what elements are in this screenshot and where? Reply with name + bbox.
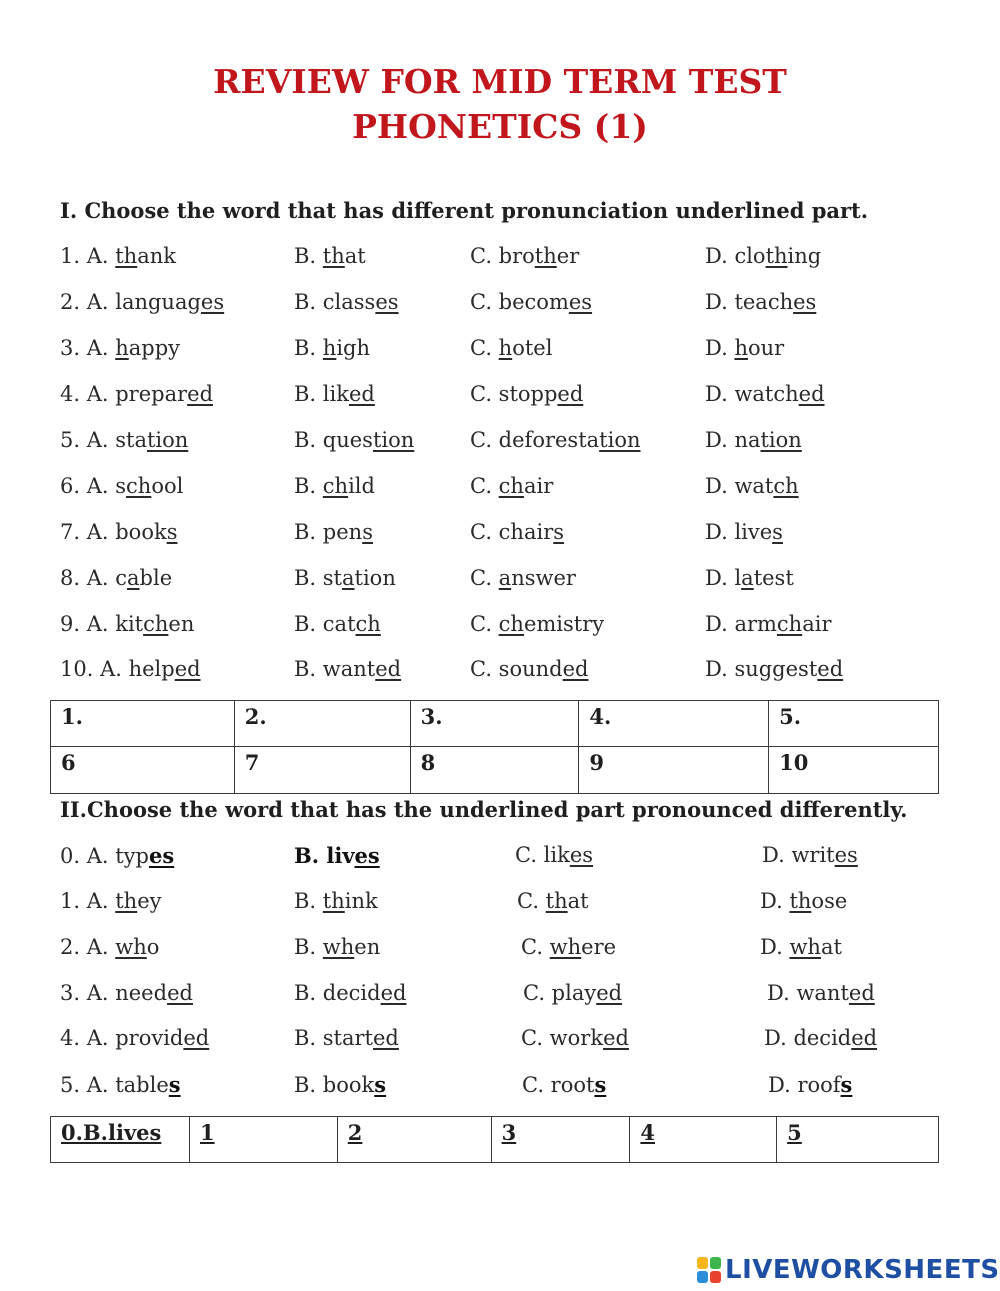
option-text: D. [705,336,735,360]
option-text: D. [760,935,790,959]
answer-option[interactable] [705,244,821,268]
underlined-sound: a [127,566,140,590]
underlined-sound: a [741,566,754,590]
answer-option[interactable] [294,428,414,452]
answer-option[interactable] [764,1026,877,1050]
logo-text: LIVEWORKSHEETS [725,1255,1000,1285]
option-text: C. play [523,981,597,1005]
underlined-sound: es [569,843,594,867]
option-text: 2. A. [60,935,116,959]
option-text: C. root [522,1073,595,1097]
option-text: B. st [294,566,342,590]
answer-option[interactable] [294,566,396,590]
underlined-sound: s [362,520,373,544]
answer-option[interactable] [60,1072,181,1097]
option-text: C. stopp [470,382,558,406]
option-text-end: tion [354,566,396,590]
underlined-sound: ed [817,657,844,681]
answer-option[interactable] [294,1026,399,1050]
option-text: D. suggest [705,657,818,681]
option-text: B. want [294,657,376,681]
underlined-sound: ch [322,474,349,498]
underlined-sound: tion [372,428,415,452]
option-text-end: test [753,566,794,590]
option-text: C. chair [470,520,554,544]
option-text: D. na [705,428,761,452]
option-text-end: ank [137,244,176,268]
underlined-sound: a [498,566,512,590]
underlined-sound: ed [596,981,623,1005]
answer-option[interactable] [768,1072,852,1097]
underlined-sound: wh [115,935,147,959]
option-text: D. arm [705,612,777,636]
answer-cell[interactable]: 9 [579,747,769,794]
option-text-end: otel [512,336,553,360]
option-text: 4. A. provid [60,1026,184,1050]
answer-option[interactable] [705,474,799,498]
option-text: C. [470,566,499,590]
option-text: B. decid [294,981,381,1005]
option-text: D. [760,889,790,913]
underlined-sound: s [772,520,783,544]
option-text: 8. A. c [60,566,127,590]
answer-option[interactable] [294,981,406,1005]
option-text: D. teach [705,290,794,314]
answer-option[interactable] [294,889,378,913]
answer-cell[interactable]: 3 [491,1117,630,1163]
underlined-sound: th [115,889,138,913]
option-text-end: at [567,889,589,913]
answer-cell[interactable]: 5 [777,1117,939,1163]
option-text: B. pen [294,520,363,544]
option-text-end: en [354,935,381,959]
option-text: B. [294,935,323,959]
option-text: 3. A. need [60,981,168,1005]
answer-option[interactable] [705,612,832,636]
option-text: 9. A. kit [60,612,144,636]
option-text: 1. A. [60,889,116,913]
underlined-sound: s [374,1072,387,1097]
answer-option[interactable] [470,566,576,590]
option-text: B. book [294,1073,375,1097]
answer-option[interactable] [767,981,875,1005]
underlined-sound: s [594,1072,607,1097]
underlined-sound: th [789,889,812,913]
answer-option[interactable] [294,612,381,636]
answer-cell[interactable]: 5. [769,701,939,747]
underlined-sound: s [553,520,565,544]
answer-option[interactable] [294,474,375,498]
option-text: C. [470,612,499,636]
underlined-sound: es [200,290,225,314]
option-text-end: ing [787,244,822,268]
option-text: 7. A. book [60,520,167,544]
option-text: C. [521,935,550,959]
underlined-sound: ed [851,1026,878,1050]
underlined-sound: ch [498,474,524,498]
answer-option[interactable] [294,336,370,360]
underlined-sound: ed [848,981,875,1005]
option-text: D. clo [705,244,766,268]
underlined-sound: h [322,336,337,360]
underlined-sound: th [545,889,568,913]
underlined-sound: ed [187,382,214,406]
answer-cell[interactable]: 2. [234,701,410,747]
answer-option[interactable] [294,935,380,959]
underlined-sound: h [115,336,129,360]
underlined-sound: th [765,244,788,268]
answer-cell[interactable]: 3. [410,701,579,747]
underlined-sound: wh [789,935,821,959]
answer-option[interactable] [60,889,162,913]
underlined-sound: wh [322,935,355,959]
answer-option[interactable] [470,612,604,636]
answer-option[interactable] [705,428,802,452]
underlined-sound: es [834,843,858,867]
option-text: 4. A. prepar [60,382,188,406]
option-text: D. want [767,981,849,1005]
underlined-sound: ed [183,1026,210,1050]
answer-option[interactable] [522,1072,606,1097]
option-text-end: air [523,474,554,498]
page-title-line-1: REVIEW FOR MID TERM TEST [213,62,787,101]
option-text: D. live [705,520,773,544]
underlined-sound: ed [375,657,402,681]
option-text: 3. A. [60,336,116,360]
underlined-sound: ed [167,981,193,1005]
option-text: D. l [705,566,742,590]
underlined-sound: th [322,889,345,913]
liveworksheets-blocks-icon [697,1257,721,1283]
answer-option[interactable] [294,1072,386,1097]
option-text: D. roof [768,1073,841,1097]
option-text-end: ey [137,889,162,913]
underlined-sound: tion [599,428,641,452]
underlined-sound: ed [798,382,825,406]
section-1-answer-table [50,700,939,794]
option-text: 0. A. typ [60,844,149,868]
underlined-sound: s [840,1072,853,1097]
underlined-sound: ch [773,474,799,498]
answer-cell[interactable]: 6 [51,747,235,794]
underlined-sound: es [354,843,380,868]
option-text: C. deforesta [470,428,600,452]
underlined-sound: ch [776,612,803,636]
answer-option[interactable] [470,336,552,360]
option-text: C. work [521,1026,604,1050]
option-text-end: igh [336,336,371,360]
underlined-sound: ch [143,612,169,636]
underlined-sound: ed [603,1026,629,1050]
underlined-sound: ed [348,382,375,406]
underlined-sound: es [375,290,399,314]
underlined-sound: th [115,244,138,268]
underlined-sound: tion [146,428,189,452]
answer-cell[interactable]: 10 [769,747,939,794]
answer-cell[interactable]: 7 [234,747,410,794]
option-text: B. ques [294,428,373,452]
option-text: B. [294,336,323,360]
answer-option[interactable] [470,382,583,406]
underlined-sound: ed [174,657,201,681]
answer-option[interactable] [294,843,380,868]
option-text: B. lik [294,382,349,406]
option-text: B. cat [294,612,356,636]
option-text: B. class [294,290,376,314]
option-text: B. [294,244,323,268]
option-text: B. start [294,1026,373,1050]
answer-option[interactable] [60,981,193,1005]
answer-cell[interactable]: 1. [51,701,235,747]
option-text: D. watch [705,382,799,406]
underlined-sound: ch [355,612,381,636]
answer-option[interactable] [60,244,176,268]
answer-option[interactable] [294,290,399,314]
option-text: 6. A. s [60,474,127,498]
answer-option[interactable] [60,382,213,406]
option-text: B. [294,474,323,498]
answer-option[interactable] [705,336,784,360]
option-text: 2. A. languag [60,290,201,314]
section-2-answer-table [50,1116,939,1163]
underlined-sound: s [168,1072,181,1097]
option-text: 5. A. table [60,1073,169,1097]
underlined-sound: es [793,290,817,314]
answer-option[interactable] [470,520,564,544]
option-text-end: ose [811,889,848,913]
answer-option[interactable] [60,843,174,868]
underlined-sound: ed [373,1026,399,1050]
answer-option[interactable] [470,428,641,452]
underlined-sound: tion [760,428,802,452]
answer-cell[interactable]: 8 [410,747,579,794]
answer-option[interactable] [470,657,588,681]
option-text: C. becom [470,290,569,314]
underlined-sound: th [534,244,557,268]
answer-option[interactable] [60,290,224,314]
underlined-sound: th [322,244,345,268]
answer-option[interactable] [760,889,847,913]
option-text-end: ild [348,474,375,498]
answer-option[interactable] [705,657,843,681]
answer-option[interactable] [705,290,816,314]
option-text-end: en [168,612,195,636]
option-text: B. [294,889,323,913]
option-text-end: o [146,935,160,959]
answer-cell[interactable]: 0.B.lives [51,1117,190,1163]
option-text: C. sound [470,657,563,681]
underlined-sound: a [342,566,355,590]
option-text: C. [517,889,546,913]
answer-option[interactable] [521,1026,629,1050]
answer-option[interactable] [294,244,366,268]
answer-option[interactable] [515,843,593,867]
underlined-sound: h [734,336,748,360]
option-text-end: at [344,244,366,268]
option-text: D. decid [764,1026,852,1050]
answer-option[interactable] [294,657,401,681]
answer-option[interactable] [470,244,579,268]
answer-cell[interactable]: 2 [337,1117,491,1163]
option-text: 5. A. sta [60,428,147,452]
option-text: B. liv [294,843,355,868]
option-text: 1. A. [60,244,116,268]
answer-option[interactable] [60,1026,209,1050]
section-1-heading: I. Choose the word that has different pronunciation underlined part. [60,198,869,223]
underlined-sound: ch [498,612,524,636]
option-text: C. [470,474,499,498]
option-text: C. lik [515,843,570,867]
answer-cell[interactable]: 4. [579,701,769,747]
option-text: 10. A. help [60,657,175,681]
option-text-end: appy [128,336,181,360]
answer-option[interactable] [60,474,183,498]
section-2-heading: II.Choose the word that has the underlined part pronounced differently. [60,797,908,822]
underlined-sound: ed [380,981,407,1005]
option-text: D. writ [762,843,835,867]
option-text: C. [470,336,499,360]
answer-option[interactable] [60,935,159,959]
underlined-sound: ed [562,657,589,681]
answer-option[interactable] [521,935,616,959]
answer-option[interactable] [60,520,177,544]
option-text-end: air [802,612,832,636]
underlined-sound: s [166,520,178,544]
underlined-sound: es [148,843,175,868]
option-text: C. bro [470,244,535,268]
answer-option[interactable] [470,290,592,314]
answer-option[interactable] [60,566,172,590]
answer-option[interactable] [762,843,858,867]
option-text-end: emistry [523,612,605,636]
option-text-end: ink [344,889,378,913]
option-text: D. wat [705,474,774,498]
answer-option[interactable] [60,612,194,636]
underlined-sound: ch [126,474,152,498]
answer-cell[interactable]: 4 [630,1117,777,1163]
option-text-end: our [747,336,785,360]
answer-option[interactable] [294,520,373,544]
answer-option[interactable] [517,889,589,913]
option-text-end: ere [581,935,617,959]
underlined-sound: wh [549,935,582,959]
answer-option[interactable] [60,336,180,360]
answer-option[interactable] [705,566,794,590]
answer-option[interactable] [60,657,201,681]
option-text-end: at [820,935,842,959]
page-title-line-2: PHONETICS (1) [352,107,648,146]
answer-cell[interactable]: 1 [189,1117,337,1163]
answer-option[interactable] [705,382,825,406]
option-text-end: er [556,244,580,268]
underlined-sound: h [498,336,513,360]
answer-option[interactable] [60,428,188,452]
answer-option[interactable] [294,382,375,406]
underlined-sound: ed [557,382,584,406]
answer-option[interactable] [470,474,553,498]
option-text-end: ble [139,566,173,590]
underlined-sound: es [568,290,593,314]
answer-option[interactable] [705,520,783,544]
answer-option[interactable] [523,981,622,1005]
option-text-end: ool [151,474,184,498]
answer-option[interactable] [760,935,842,959]
liveworksheets-logo [697,1255,1000,1285]
option-text-end: nswer [511,566,576,590]
